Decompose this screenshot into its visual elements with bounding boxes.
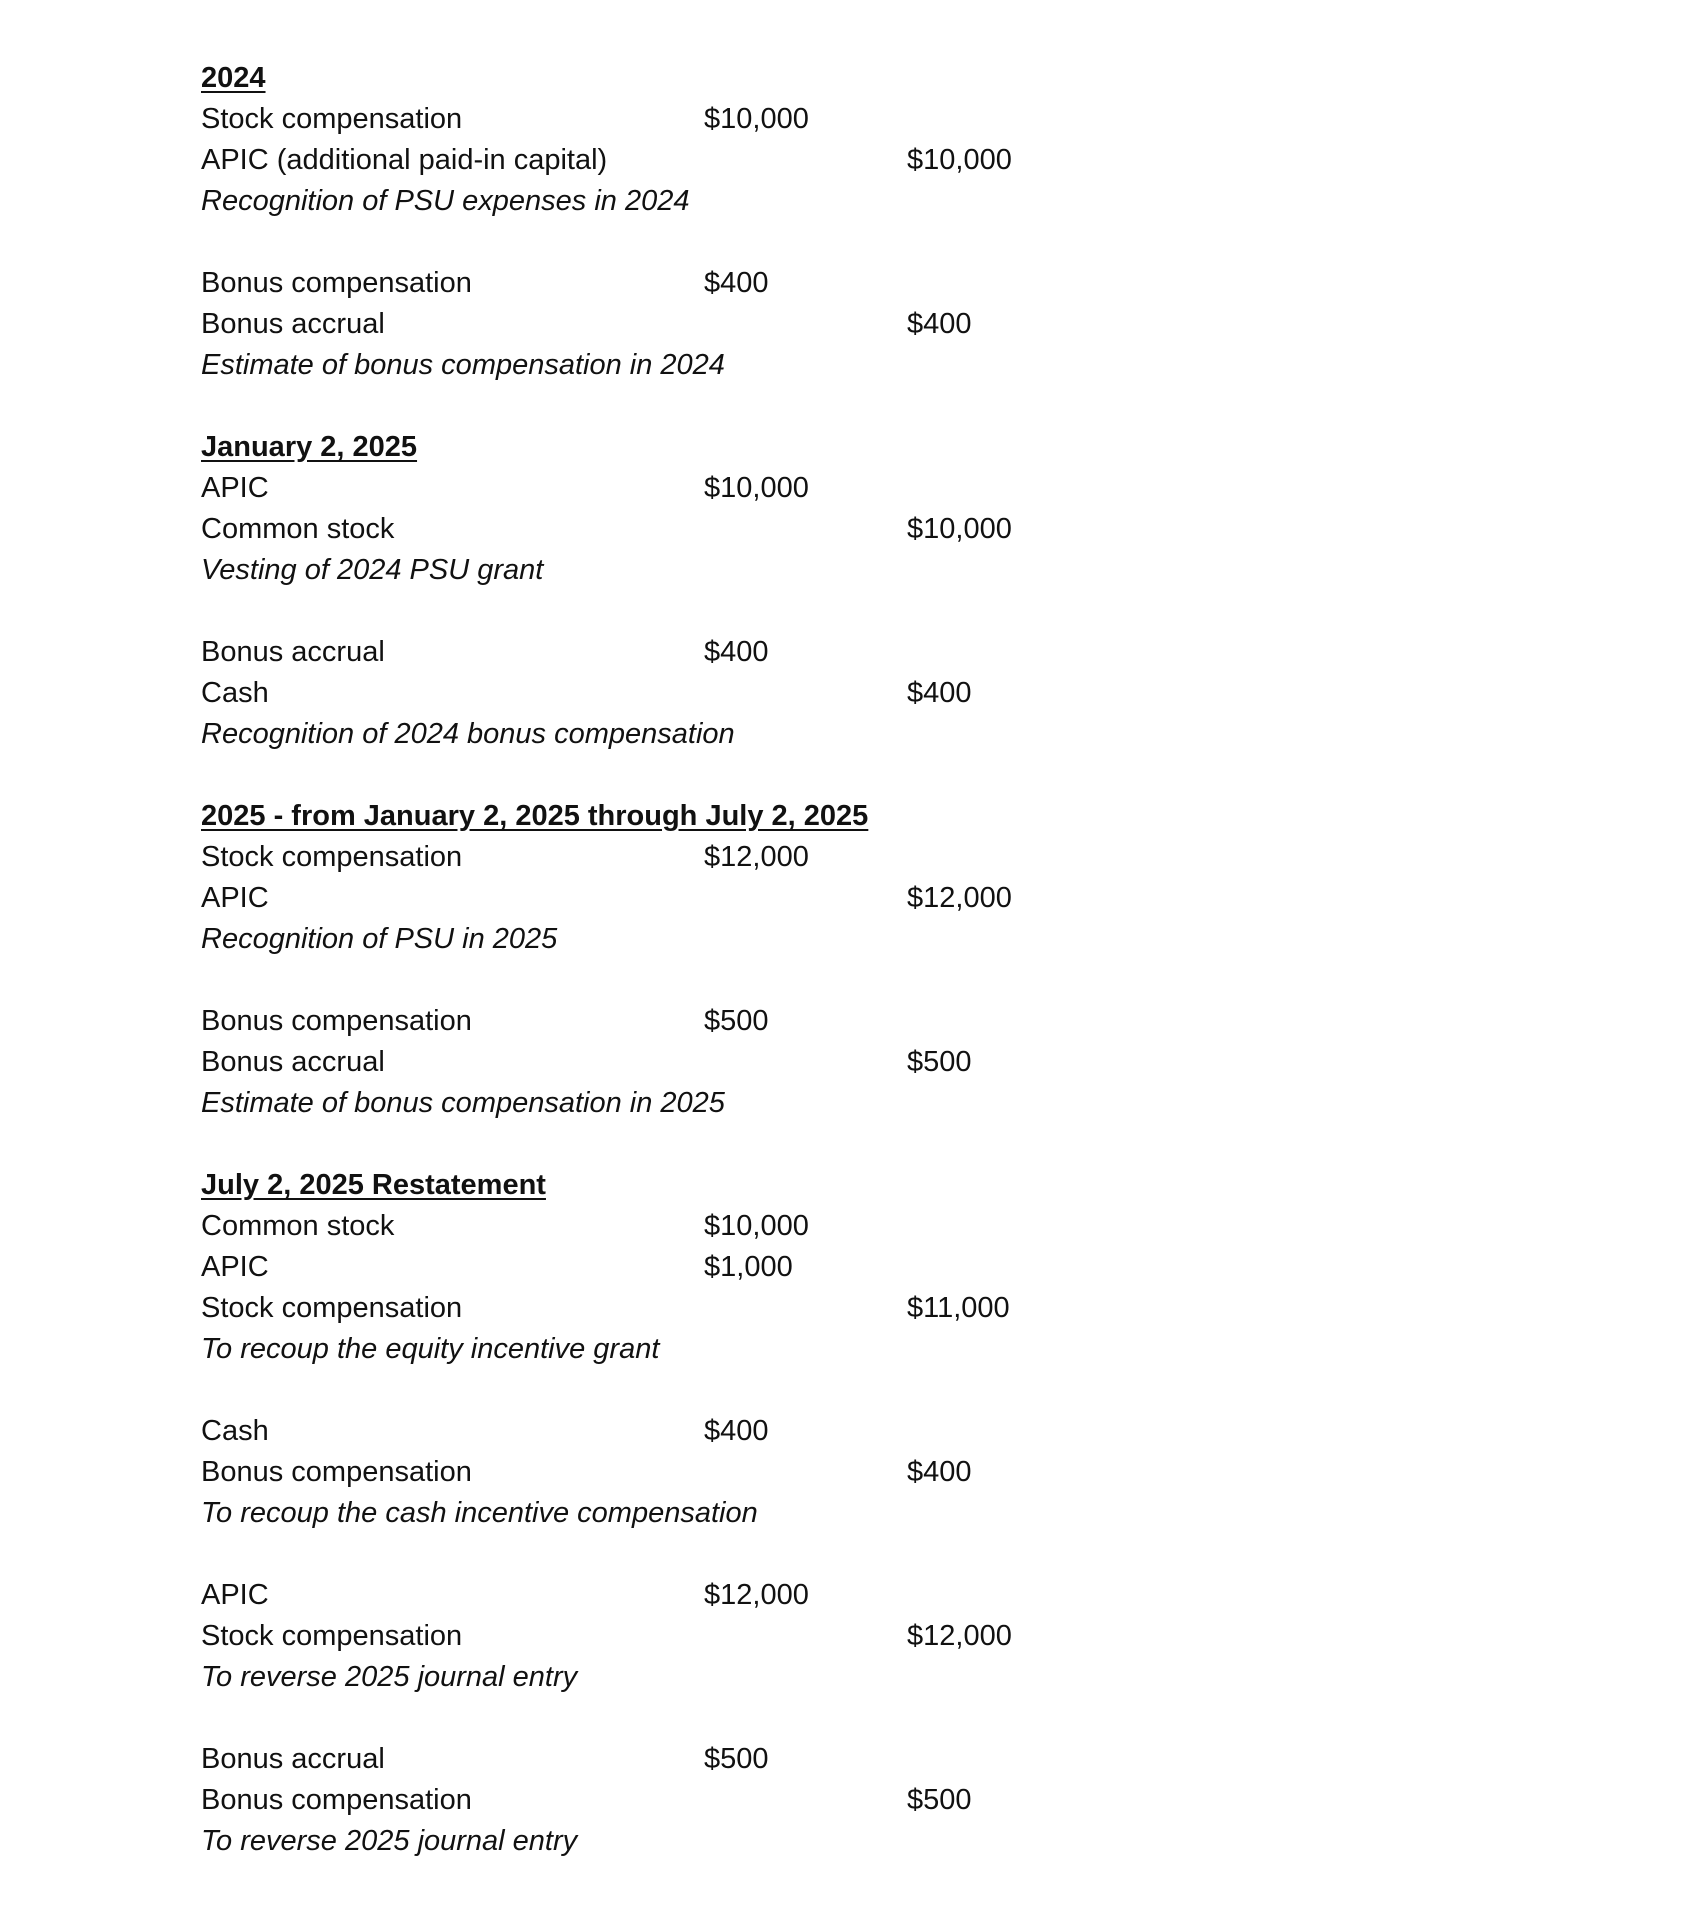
journal-line — [201, 1616, 1301, 1657]
debit-amount: $400 — [704, 1415, 769, 1447]
journal-line — [201, 468, 1301, 509]
entry-memo: Estimate of bonus compensation in 2024 — [201, 349, 725, 381]
account-name: Common stock — [201, 513, 395, 545]
account-name: Stock compensation — [201, 841, 463, 873]
credit-amount: $12,000 — [907, 882, 1012, 914]
account-name: Cash — [201, 1415, 269, 1447]
account-name: APIC — [201, 472, 269, 504]
debit-amount: $400 — [704, 267, 769, 299]
credit-amount: $400 — [907, 677, 972, 709]
debit-amount: $10,000 — [704, 472, 809, 504]
debit-amount: $500 — [704, 1743, 769, 1775]
credit-amount: $10,000 — [907, 513, 1012, 545]
spacer — [201, 755, 1301, 796]
journal-line — [201, 1575, 1301, 1616]
entry-memo: Vesting of 2024 PSU grant — [201, 554, 544, 586]
spacer — [201, 960, 1301, 1001]
debit-amount: $10,000 — [704, 1210, 809, 1242]
account-name: Cash — [201, 677, 269, 709]
section-heading: January 2, 2025 — [201, 431, 418, 463]
spacer — [201, 1698, 1301, 1739]
debit-amount: $500 — [704, 1005, 769, 1037]
journal-line — [201, 837, 1301, 878]
account-name: Stock compensation — [201, 1292, 463, 1324]
entry-memo: To reverse 2025 journal entry — [201, 1661, 578, 1693]
account-name: APIC (additional paid-in capital) — [201, 144, 608, 176]
account-name: Bonus accrual — [201, 308, 385, 340]
account-name: Bonus accrual — [201, 636, 385, 668]
credit-amount: $12,000 — [907, 1620, 1012, 1652]
spacer — [201, 222, 1301, 263]
entry-memo: Recognition of PSU expenses in 2024 — [201, 185, 690, 217]
journal-line — [201, 1042, 1301, 1083]
journal-line — [201, 1411, 1301, 1452]
debit-amount: $12,000 — [704, 1579, 809, 1611]
journal-entries-document — [201, 58, 1301, 1862]
journal-line — [201, 1247, 1301, 1288]
credit-amount: $500 — [907, 1784, 972, 1816]
journal-line — [201, 263, 1301, 304]
journal-line — [201, 1739, 1301, 1780]
account-name: Bonus accrual — [201, 1046, 385, 1078]
section-heading: 2024 — [201, 62, 266, 94]
entry-memo: Recognition of 2024 bonus compensation — [201, 718, 735, 750]
account-name: Bonus compensation — [201, 1005, 472, 1037]
spacer — [201, 1370, 1301, 1411]
debit-amount: $12,000 — [704, 841, 809, 873]
section-heading: 2025 - from January 2, 2025 through July 2, 2025 — [201, 800, 869, 832]
account-name: APIC — [201, 882, 269, 914]
journal-line — [201, 1206, 1301, 1247]
account-name: Bonus accrual — [201, 1743, 385, 1775]
debit-amount: $10,000 — [704, 103, 809, 135]
section-heading: July 2, 2025 Restatement — [201, 1169, 546, 1201]
debit-amount: $400 — [704, 636, 769, 668]
journal-line — [201, 1452, 1301, 1493]
entry-memo: To reverse 2025 journal entry — [201, 1825, 578, 1857]
journal-line — [201, 632, 1301, 673]
journal-line — [201, 878, 1301, 919]
journal-line — [201, 1288, 1301, 1329]
journal-line — [201, 304, 1301, 345]
entry-memo: Estimate of bonus compensation in 2025 — [201, 1087, 725, 1119]
entry-memo: To recoup the cash incentive compensation — [201, 1497, 758, 1529]
account-name: Common stock — [201, 1210, 395, 1242]
spacer — [201, 1534, 1301, 1575]
account-name: Bonus compensation — [201, 1456, 472, 1488]
spacer — [201, 591, 1301, 632]
entry-memo: To recoup the equity incentive grant — [201, 1333, 660, 1365]
journal-line — [201, 140, 1301, 181]
credit-amount: $11,000 — [907, 1292, 1010, 1324]
account-name: APIC — [201, 1251, 269, 1283]
credit-amount: $10,000 — [907, 144, 1012, 176]
journal-line — [201, 99, 1301, 140]
spacer — [201, 386, 1301, 427]
credit-amount: $500 — [907, 1046, 972, 1078]
account-name: Stock compensation — [201, 103, 463, 135]
account-name: Stock compensation — [201, 1620, 463, 1652]
debit-amount: $1,000 — [704, 1251, 793, 1283]
credit-amount: $400 — [907, 308, 972, 340]
journal-line — [201, 673, 1301, 714]
account-name: APIC — [201, 1579, 269, 1611]
account-name: Bonus compensation — [201, 267, 472, 299]
account-name: Bonus compensation — [201, 1784, 472, 1816]
credit-amount: $400 — [907, 1456, 972, 1488]
journal-line — [201, 1001, 1301, 1042]
spacer — [201, 1124, 1301, 1165]
journal-line — [201, 1780, 1301, 1821]
entry-memo: Recognition of PSU in 2025 — [201, 923, 558, 955]
journal-line — [201, 509, 1301, 550]
